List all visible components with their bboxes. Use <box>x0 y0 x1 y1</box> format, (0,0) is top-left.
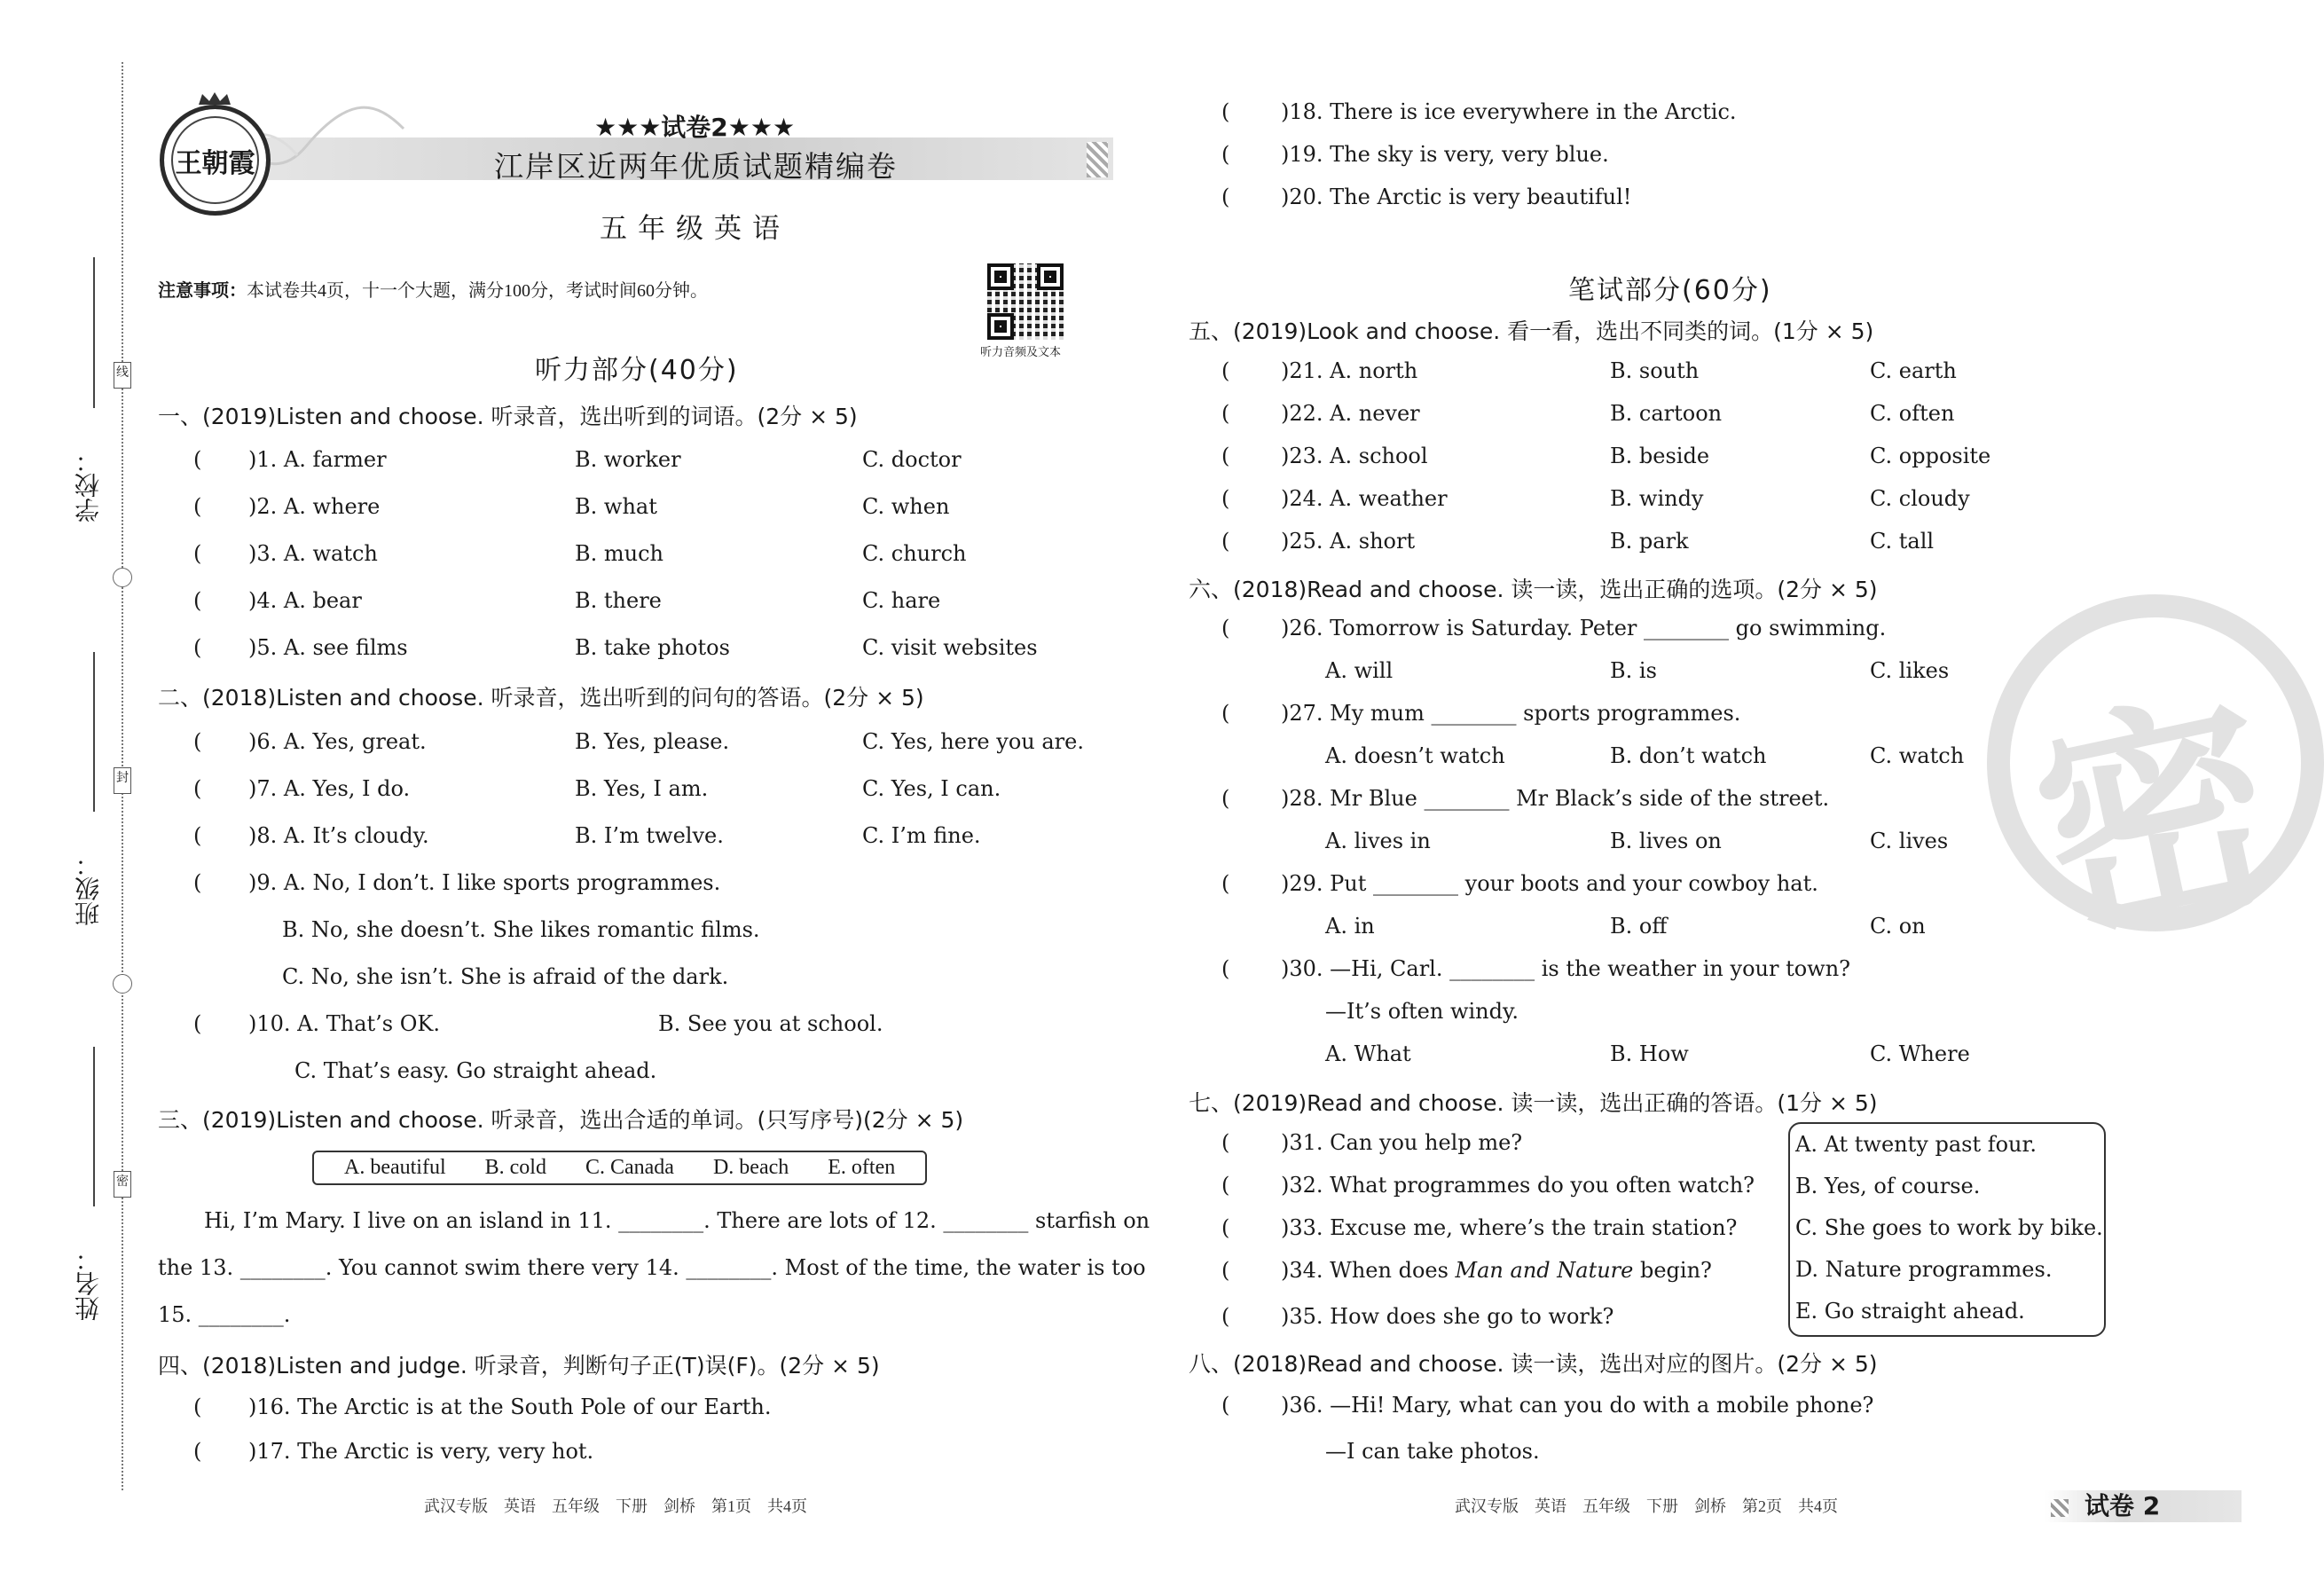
question-4: )4. A. bear <box>248 588 362 613</box>
school-line <box>93 257 95 408</box>
option-b: B. park <box>1610 529 1689 554</box>
option-c: C. on <box>1870 914 1926 939</box>
secret-seal-text: 密 <box>2015 664 2297 976</box>
section-3-title: 三、(2019)Listen and choose. 听录音，选出合适的单词。(只写序号)(2分 × 5) <box>158 1107 964 1133</box>
option-c: C. Yes, here you are. <box>862 729 1084 754</box>
tag-pattern <box>2051 1499 2069 1517</box>
option-c: C. often <box>1870 401 1955 426</box>
footer-left: 武汉专版 英语 五年级 下册 剑桥 第1页 共4页 <box>424 1497 807 1515</box>
option-b: B. windy <box>1610 486 1704 511</box>
question-7: )7. A. Yes, I do. <box>248 776 411 801</box>
option-a: A. will <box>1325 658 1394 683</box>
secret-seal-watermark <box>1987 594 2324 976</box>
school-label: 学校： <box>74 448 103 522</box>
qr-caption: 听力音频及文本 <box>980 345 1062 358</box>
question-34-end: begin? <box>1633 1258 1712 1283</box>
answer-paren[interactable]: ( <box>1221 1215 1230 1240</box>
section-2-title: 二、(2018)Listen and choose. 听录音，选出听到的问句的答语。(2分 × 5) <box>158 685 924 711</box>
word-option: A. beautiful <box>344 1156 446 1179</box>
option-c: C. hare <box>862 588 941 613</box>
section-6-title: 六、(2018)Read and choose. 读一读，选出正确的选项。(2分 × 5) <box>1189 577 1878 602</box>
question-8: )8. A. It’s cloudy. <box>248 823 429 848</box>
question-21: )21. A. north <box>1281 358 1418 383</box>
option-c: C. watch <box>1870 743 1965 768</box>
option-c: C. doctor <box>862 447 962 472</box>
question-20: )20. The Arctic is very beautiful! <box>1281 185 1632 209</box>
option-c: C. when <box>862 494 950 519</box>
option-c: C. I’m fine. <box>862 823 981 848</box>
question-28: )28. Mr Blue ________ Mr Black’s side of the street. <box>1281 786 1830 811</box>
passage-line-1: Hi, I’m Mary. I live on an island in 11. ________. There are lots of 12. ________ starfish on <box>204 1208 1150 1233</box>
logo-seal <box>160 105 271 216</box>
answer-paren[interactable]: ( <box>1221 142 1230 167</box>
name-label: 姓名： <box>74 1246 103 1321</box>
section-7-title: 七、(2019)Read and choose. 读一读，选出正确的答语。(1分 × 5) <box>1189 1090 1878 1116</box>
answer-paren[interactable]: ( <box>193 1011 202 1036</box>
option-c: C. lives <box>1870 829 1949 853</box>
word-bank <box>312 1151 927 1185</box>
question-27: )27. My mum ________ sports programmes. <box>1281 701 1741 726</box>
question-9-option-c: C. No, she isn’t. She is afraid of the dark. <box>282 964 729 989</box>
answer-paren[interactable]: ( <box>1221 871 1230 896</box>
question-33: )33. Excuse me, where’s the train station? <box>1281 1215 1738 1240</box>
option-c: C. Where <box>1870 1041 1970 1066</box>
option-b: B. south <box>1610 358 1700 383</box>
answer-paren[interactable]: ( <box>193 447 202 472</box>
option-a: A. doesn’t watch <box>1325 743 1505 768</box>
question-30: )30. —Hi, Carl. ________ is the weather in your town? <box>1281 956 1851 981</box>
answer-paren[interactable]: ( <box>1221 1258 1230 1283</box>
logo-text: 王朝霞 <box>175 148 255 179</box>
answer-paren[interactable]: ( <box>193 541 202 566</box>
option-b: B. beside <box>1610 444 1710 468</box>
notice <box>158 276 708 302</box>
answer-option-c: C. She goes to work by bike. <box>1795 1215 2103 1240</box>
question-23: )23. A. school <box>1281 444 1428 468</box>
question-18: )18. There is ice everywhere in the Arctic. <box>1281 99 1737 124</box>
answer-paren[interactable]: ( <box>1221 444 1230 468</box>
banner-title: 江岸区近两年优质试题精编卷 <box>494 149 898 184</box>
footer-right: 武汉专版 英语 五年级 下册 剑桥 第2页 共4页 <box>1455 1497 1838 1515</box>
answer-paren[interactable]: ( <box>1221 1130 1230 1155</box>
answer-paren[interactable]: ( <box>193 494 202 519</box>
answer-paren[interactable]: ( <box>193 635 202 660</box>
section-4-title: 四、(2018)Listen and judge. 听录音，判断句子正(T)误(F)。(2分 × 5) <box>158 1353 880 1379</box>
question-17: )17. The Arctic is very, very hot. <box>248 1439 594 1464</box>
question-31: )31. Can you help me? <box>1281 1130 1523 1155</box>
answer-paren[interactable]: ( <box>1221 401 1230 426</box>
answer-paren[interactable]: ( <box>193 776 202 801</box>
answer-paren[interactable]: ( <box>1221 701 1230 726</box>
answer-paren[interactable]: ( <box>1221 1173 1230 1198</box>
question-22: )22. A. never <box>1281 401 1420 426</box>
answer-paren[interactable]: ( <box>1221 1304 1230 1329</box>
crown-icon <box>197 92 232 106</box>
binding-hole-icon <box>113 974 132 994</box>
option-b: B. worker <box>575 447 681 472</box>
mark-seal: 封 <box>114 767 131 794</box>
option-b: B. is <box>1610 658 1657 683</box>
option-b: B. take photos <box>575 635 730 660</box>
notice-label: 注意事项： <box>158 279 247 301</box>
answer-option-a: A. At twenty past four. <box>1795 1132 2037 1157</box>
option-b: B. much <box>575 541 664 566</box>
question-36: )36. —Hi! Mary, what can you do with a mobile phone? <box>1281 1393 1874 1418</box>
banner-pattern <box>1087 142 1108 177</box>
question-29: )29. Put ________ your boots and your cowboy hat. <box>1281 871 1818 896</box>
question-2: )2. A. where <box>248 494 381 519</box>
question-1: )1. A. farmer <box>248 447 387 472</box>
subject-title: 五年级英语 <box>600 213 790 245</box>
question-26: )26. Tomorrow is Saturday. Peter ________ go swimming. <box>1281 616 1887 640</box>
question-9-option-b: B. No, she doesn’t. She likes romantic films. <box>282 917 760 942</box>
option-b: B. don’t watch <box>1610 743 1767 768</box>
option-c: C. opposite <box>1870 444 1991 468</box>
answer-paren[interactable]: ( <box>193 588 202 613</box>
option-b: B. there <box>575 588 662 613</box>
answer-paren[interactable]: ( <box>193 823 202 848</box>
mark-secret: 密 <box>114 1171 131 1198</box>
option-b: B. How <box>1610 1041 1689 1066</box>
option-c: C. tall <box>1870 529 1935 554</box>
answer-paren[interactable]: ( <box>1221 786 1230 811</box>
answer-paren[interactable]: ( <box>1221 185 1230 209</box>
section-1-title: 一、(2019)Listen and choose. 听录音，选出听到的词语。(2分 × 5) <box>158 404 858 429</box>
word-option: E. often <box>828 1156 896 1179</box>
mark-line: 线 <box>114 362 131 389</box>
question-30-reply: —It’s often windy. <box>1325 999 1519 1024</box>
question-9: )9. A. No, I don’t. I like sports programmes. <box>248 870 721 895</box>
question-25: )25. A. short <box>1281 529 1416 554</box>
answer-paren[interactable]: ( <box>1221 486 1230 511</box>
word-option: C. Canada <box>585 1156 674 1179</box>
question-24: )24. A. weather <box>1281 486 1448 511</box>
paper-number: ★★★试卷2★★★ <box>594 113 796 142</box>
option-b: B. I’m twelve. <box>575 823 724 848</box>
answer-option-d: D. Nature programmes. <box>1795 1257 2053 1282</box>
question-34 <box>1281 1258 1712 1283</box>
answer-paren[interactable]: ( <box>1221 99 1230 124</box>
question-10-option-b: B. See you at school. <box>658 1011 883 1036</box>
qr-code-icon[interactable] <box>987 263 1064 340</box>
question-6: )6. A. Yes, great. <box>248 729 427 754</box>
word-option: B. cold <box>484 1156 546 1179</box>
question-34-text: )34. When does <box>1281 1258 1456 1283</box>
option-b: B. Yes, I am. <box>575 776 709 801</box>
answer-paren[interactable]: ( <box>193 870 202 895</box>
answer-paren[interactable]: ( <box>1221 616 1230 640</box>
answer-paren[interactable]: ( <box>193 1439 202 1464</box>
question-5: )5. A. see films <box>248 635 408 660</box>
option-a: A. in <box>1325 914 1375 939</box>
question-10: )10. A. That’s OK. <box>248 1011 440 1036</box>
option-b: B. lives on <box>1610 829 1722 853</box>
question-10-option-c: C. That’s easy. Go straight ahead. <box>294 1058 657 1083</box>
name-line <box>93 1047 95 1206</box>
answer-option-b: B. Yes, of course. <box>1795 1174 1981 1198</box>
class-line <box>93 652 95 812</box>
writing-title: 笔试部分(60分) <box>1568 275 1772 306</box>
option-c: C. church <box>862 541 967 566</box>
option-c: C. Yes, I can. <box>862 776 1001 801</box>
listening-title: 听力部分(40分) <box>535 355 739 386</box>
option-a: A. What <box>1325 1041 1411 1066</box>
question-35: )35. How does she go to work? <box>1281 1304 1614 1329</box>
answer-paren[interactable]: ( <box>1221 956 1230 981</box>
option-c: C. cloudy <box>1870 486 1970 511</box>
question-36-reply: —I can take photos. <box>1325 1439 1540 1464</box>
option-c: C. earth <box>1870 358 1957 383</box>
question-16: )16. The Arctic is at the South Pole of our Earth. <box>248 1395 772 1419</box>
option-c: C. likes <box>1870 658 1950 683</box>
answer-option-e: E. Go straight ahead. <box>1795 1299 2025 1324</box>
answer-paren[interactable]: ( <box>193 729 202 754</box>
question-34-title: Man and Nature <box>1455 1258 1634 1283</box>
passage-line-3: 15. ________. <box>158 1302 291 1327</box>
answer-paren[interactable]: ( <box>1221 529 1230 554</box>
notice-text: 本试卷共4页，十一个大题，满分100分，考试时间60分钟。 <box>247 281 708 301</box>
section-5-title: 五、(2019)Look and choose. 看一看，选出不同类的词。(1分 × 5) <box>1189 318 1874 344</box>
answer-paren[interactable]: ( <box>193 1395 202 1419</box>
word-option: D. beach <box>712 1156 789 1179</box>
question-19: )19. The sky is very, very blue. <box>1281 142 1609 167</box>
binding-hole-icon <box>113 568 132 587</box>
option-b: B. what <box>575 494 657 519</box>
question-3: )3. A. watch <box>248 541 378 566</box>
answer-paren[interactable]: ( <box>1221 1393 1230 1418</box>
passage-line-2: the 13. ________. You cannot swim there very 14. ________. Most of the time, the water is too <box>158 1255 1146 1280</box>
question-32: )32. What programmes do you often watch? <box>1281 1173 1755 1198</box>
option-c: C. visit websites <box>862 635 1038 660</box>
option-b: B. off <box>1610 914 1668 939</box>
option-b: B. Yes, please. <box>575 729 730 754</box>
option-a: A. lives in <box>1325 829 1431 853</box>
class-label: 班级： <box>74 852 103 926</box>
option-b: B. cartoon <box>1610 401 1723 426</box>
answer-paren[interactable]: ( <box>1221 358 1230 383</box>
section-8-title: 八、(2018)Read and choose. 读一读，选出对应的图片。(2分 × 5) <box>1189 1351 1878 1377</box>
paper-tag: 试卷 2 <box>2085 1491 2161 1520</box>
